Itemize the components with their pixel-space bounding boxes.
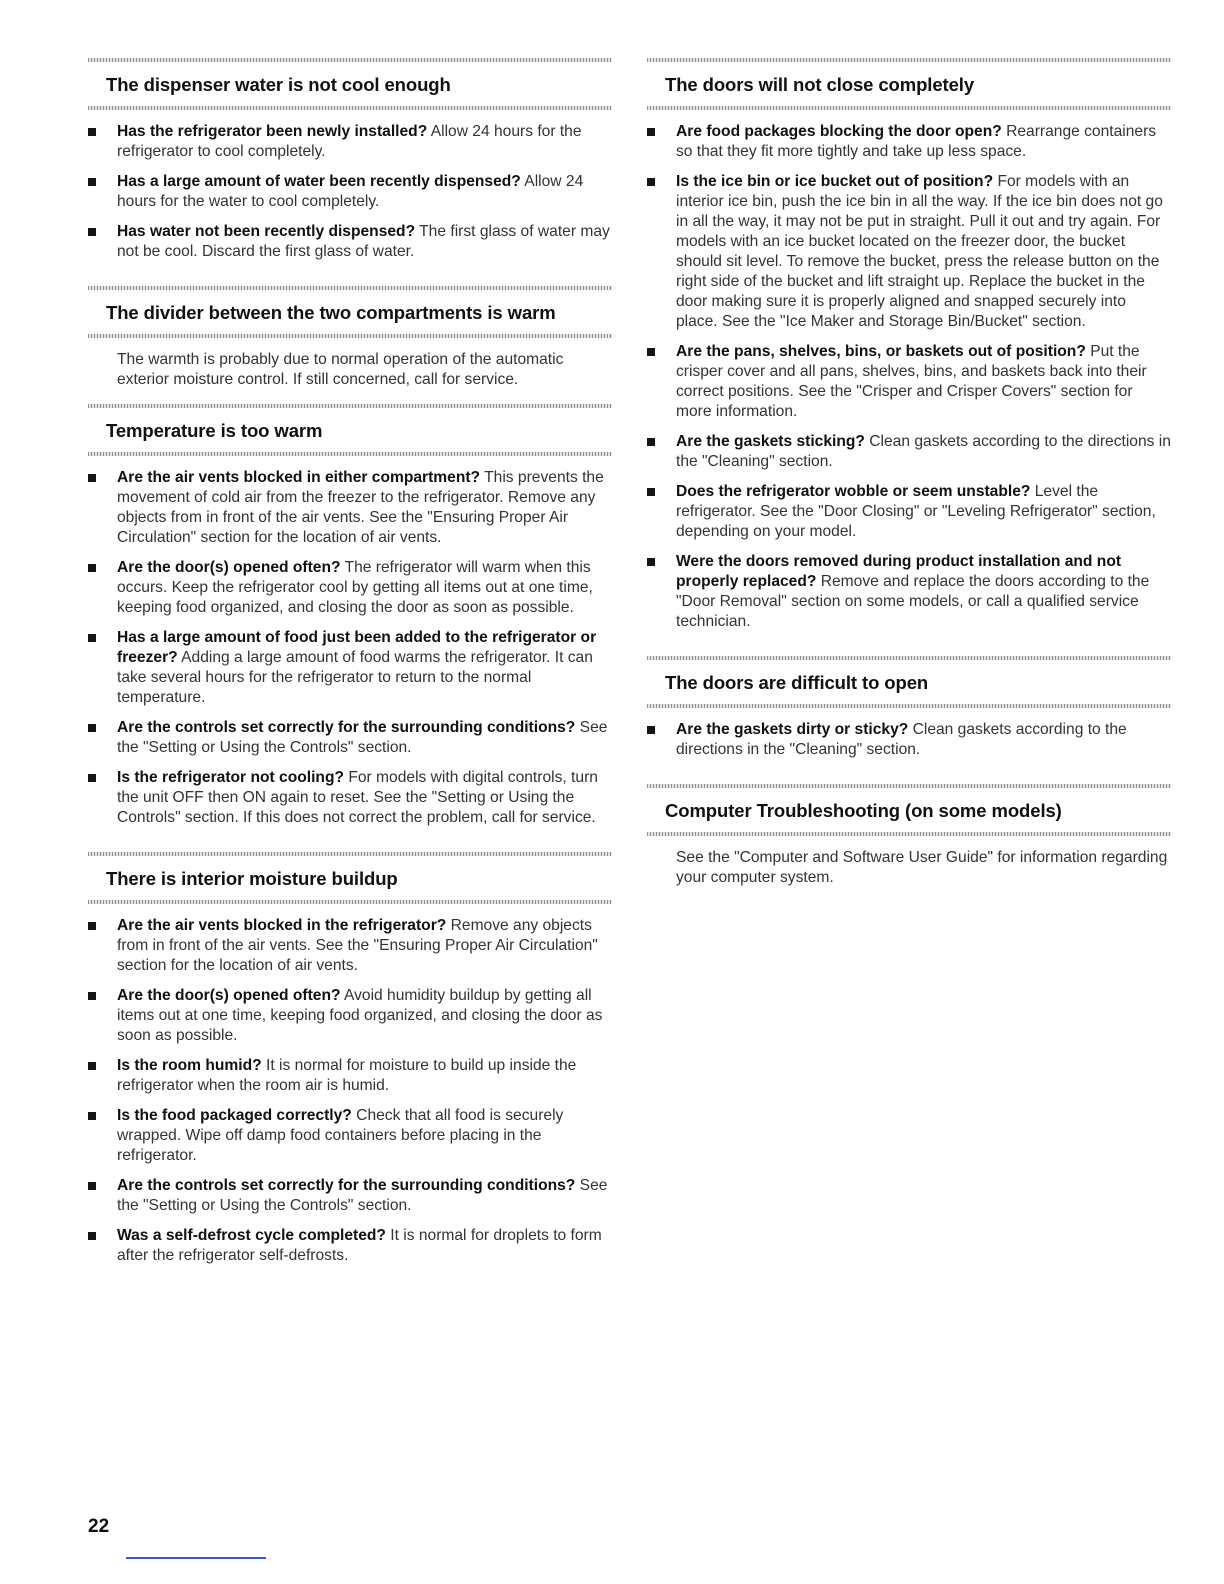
section-heading: The divider between the two compartments is warm [106,302,556,323]
item-answer: See the "Setting or Using the Controls" section. [117,1177,608,1214]
item-list [647,122,1171,632]
bullet-icon [647,438,655,446]
item-answer: It is normal for moisture to build up inside the refrigerator when the room air is humid. [117,1057,577,1094]
item-question: Are food packages blocking the door open? [676,123,1002,140]
bullet-icon [88,1232,96,1240]
section-doors-difficult [647,656,1171,760]
bullet-icon [647,128,655,136]
list-item [647,552,1171,632]
item-question: Has water not been recently dispensed? [117,223,416,240]
bullet-icon [647,348,655,356]
section-heading: The doors are difficult to open [665,672,929,693]
item-list [647,720,1171,760]
item-list [88,122,612,262]
item-answer: The first glass of water may not be cool. Discard the first glass of water. [117,223,610,260]
list-item [88,768,612,828]
bullet-icon [647,488,655,496]
item-question: Are the pans, shelves, bins, or baskets out of position? [676,343,1086,360]
bullet-icon [88,128,96,136]
section-top-rule [647,58,1171,62]
bullet-icon [647,726,655,734]
item-answer: Level the refrigerator. See the "Door Closing" or "Leveling Refrigerator" section, depending on your model. [676,483,1156,540]
section-top-rule [647,784,1171,788]
section-temperature-warm [88,404,612,828]
bullet-icon [88,1182,96,1190]
section-heading-rule [88,452,612,456]
item-answer: Check that all food is securely wrapped. Wipe off damp food containers before placing in the refrigerator. [117,1107,564,1164]
section-divider-warm [88,286,612,390]
list-item [88,1056,612,1096]
section-heading: Computer Troubleshooting (on some models) [665,800,1062,821]
item-answer: Remove and replace the doors according to the "Door Removal" section on some models, or call a qualified service technician. [676,573,1150,630]
item-question: Are the controls set correctly for the surrounding conditions? [117,1177,576,1194]
list-item [88,222,612,262]
item-question: Has a large amount of water been recently dispensed? [117,173,521,190]
list-item [647,482,1171,542]
section-heading: Temperature is too warm [106,420,323,441]
item-question: Is the ice bin or ice bucket out of position? [676,173,994,190]
section-heading: There is interior moisture buildup [106,868,398,889]
item-answer: For models with an interior ice bin, push the ice bin in all the way. If the ice bin does not go in all the way, it may not be put in straight. Pull it out and try again. For models with an ice bucket located on the freezer door, the bucket should sit level. To remove the bucket, press the release button on the right side of the bucket and lift straight up. Replace the bucket in the door making sure it is properly aligned and snapped securely into place. See the "Ice Maker and Storage Bin/Bucket" section. [676,173,1163,330]
list-item [88,916,612,976]
list-item [88,718,612,758]
item-answer: See the "Setting or Using the Controls" section. [117,719,608,756]
bullet-icon [88,1112,96,1120]
section-heading-rule [647,832,1171,836]
list-item [647,720,1171,760]
section-heading-rule [88,106,612,110]
section-heading-rule [647,106,1171,110]
list-item [647,432,1171,472]
item-answer: This prevents the movement of cold air from the freezer to the refrigerator. Remove any objects from in front of the air vents. See the "Ensuring Proper Air Circulation" section for the location of air vents. [117,469,604,546]
list-item [88,468,612,548]
item-question: Are the door(s) opened often? [117,987,341,1004]
section-heading-rule [88,900,612,904]
bullet-icon [647,178,655,186]
list-item [88,1226,612,1266]
list-item [647,172,1171,332]
section-paragraph: The warmth is probably due to normal operation of the automatic exterior moisture control. If still concerned, call for service. [117,351,564,388]
item-question: Were the doors removed during product installation and not properly replaced? [676,553,1122,590]
bullet-icon [88,922,96,930]
bullet-icon [88,474,96,482]
bullet-icon [88,1062,96,1070]
item-question: Are the door(s) opened often? [117,559,341,576]
item-question: Has a large amount of food just been added to the refrigerator or freezer? [117,629,597,666]
left-column [88,58,612,1276]
section-computer-troubleshooting [647,784,1171,888]
item-question: Are the air vents blocked in the refrigerator? [117,917,447,934]
item-list [88,468,612,828]
item-question: Does the refrigerator wobble or seem unstable? [676,483,1031,500]
bullet-icon [88,634,96,642]
section-top-rule [88,404,612,408]
bullet-icon [88,724,96,732]
item-answer: For models with digital controls, turn the unit OFF then ON again to reset. See the "Setting or Using the Controls" section. If this does not correct the problem, call for service. [117,769,598,826]
item-question: Is the food packaged correctly? [117,1107,352,1124]
list-item [88,986,612,1046]
item-question: Is the room humid? [117,1057,262,1074]
section-heading-rule [647,704,1171,708]
item-answer: Avoid humidity buildup by getting all items out at one time, keeping food organized, and closing the door as soon as possible. [117,987,603,1044]
section-top-rule [88,286,612,290]
list-item [88,172,612,212]
list-item [647,342,1171,422]
list-item [647,122,1171,162]
bullet-icon [88,564,96,572]
item-answer: Clean gaskets according to the directions in the "Cleaning" section. [676,433,1171,470]
item-answer: It is normal for droplets to form after the refrigerator self-defrosts. [117,1227,602,1264]
item-answer: Allow 24 hours for the refrigerator to cool completely. [117,123,582,160]
item-answer: Remove any objects from in front of the air vents. See the "Ensuring Proper Air Circulation" section for the location of air vents. [117,917,598,974]
section-top-rule [88,852,612,856]
list-item [88,122,612,162]
item-question: Was a self-defrost cycle completed? [117,1227,386,1244]
section-heading: The dispenser water is not cool enough [106,74,451,95]
section-paragraph: See the "Computer and Software User Guide" for information regarding your computer system. [676,849,1168,886]
section-top-rule [647,656,1171,660]
section-doors-not-close [647,58,1171,632]
bullet-icon [88,178,96,186]
bullet-icon [647,558,655,566]
section-top-rule [88,58,612,62]
section-heading: The doors will not close completely [665,74,975,95]
item-answer: Rearrange containers so that they fit more tightly and take up less space. [676,123,1157,160]
item-question: Are the gaskets sticking? [676,433,865,450]
bullet-icon [88,992,96,1000]
list-item [88,1176,612,1216]
item-question: Has the refrigerator been newly installed? [117,123,428,140]
section-heading-rule [88,334,612,338]
item-question: Are the gaskets dirty or sticky? [676,721,909,738]
list-item [88,1106,612,1166]
item-question: Are the air vents blocked in either compartment? [117,469,481,486]
item-answer: Put the crisper cover and all pans, shelves, bins, and baskets back into their correct positions. See the "Crisper and Crisper Covers" section for more information. [676,343,1147,420]
list-item [88,628,612,708]
section-dispenser-water [88,58,612,262]
bullet-icon [88,774,96,782]
item-question: Is the refrigerator not cooling? [117,769,344,786]
right-column [647,58,1171,888]
bullet-icon [88,228,96,236]
section-interior-moisture [88,852,612,1266]
item-answer: Clean gaskets according to the directions in the "Cleaning" section. [676,721,1127,758]
item-list [88,916,612,1266]
page-number: 22 [88,1516,110,1537]
item-answer: Adding a large amount of food warms the refrigerator. It can take several hours for the refrigerator to return to the normal temperature. [117,649,593,706]
item-answer: The refrigerator will warm when this occurs. Keep the refrigerator cool by getting all items out at one time, keeping food organized, and closing the door as soon as possible. [117,559,593,616]
footer-rule [126,1557,266,1559]
item-question: Are the controls set correctly for the surrounding conditions? [117,719,576,736]
list-item [88,558,612,618]
item-answer: Allow 24 hours for the water to cool completely. [117,173,584,210]
